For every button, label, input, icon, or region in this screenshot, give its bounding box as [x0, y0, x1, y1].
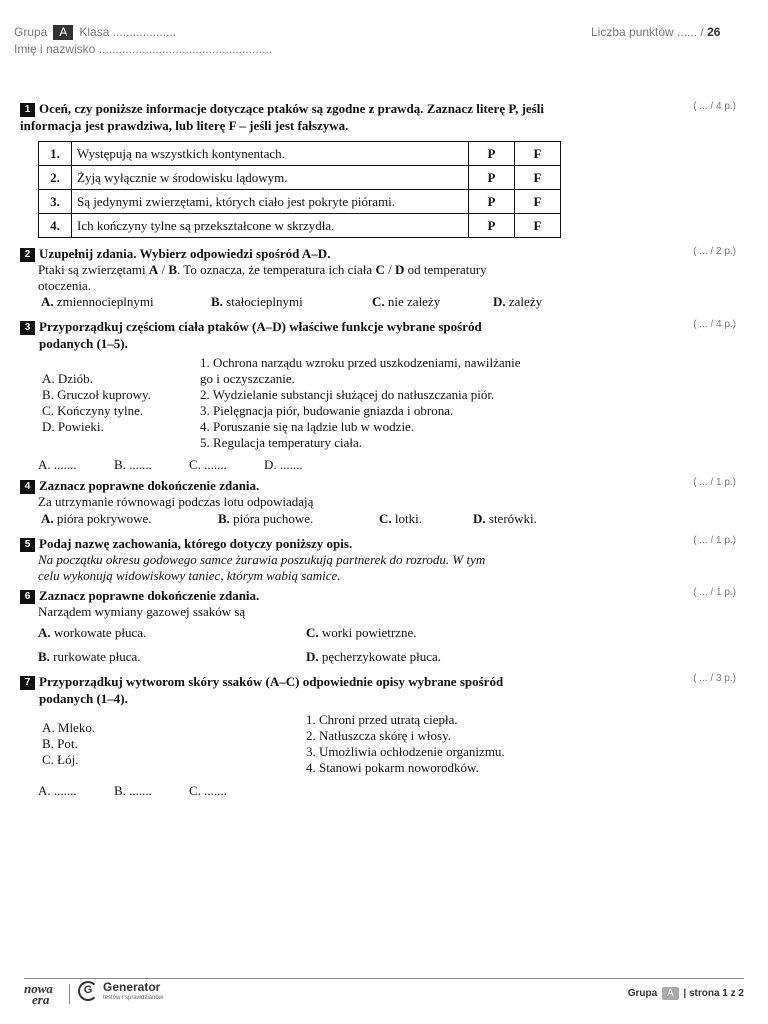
answer-b[interactable]: B. .......	[114, 783, 152, 798]
list-item: 1. Chroni przed utratą ciepła.	[306, 712, 458, 727]
list-item: D. Powieki.	[42, 419, 104, 434]
answer-c[interactable]: C. .......	[189, 783, 227, 798]
option-d[interactable]: D. pęcherzykowate płuca.	[306, 649, 441, 664]
option-a[interactable]: A. zmiennocieplnymi	[41, 294, 154, 309]
option-b[interactable]: B. pióra puchowe.	[218, 511, 314, 526]
name-label: Imię i nazwisko ....................................................	[14, 42, 273, 56]
question-3-left-list	[42, 371, 151, 435]
footer-divider	[24, 978, 744, 979]
question-5-points: ( ... / 1 p.)	[693, 535, 736, 546]
question-1-title: 1 Oceń, czy poniższe informacje dotyczące ptaków są zgodne z prawdą. Zaznacz literę P, jeśli informacja jest prawdziwa, lub literę F – jeśli jest fałszywa.	[20, 101, 544, 133]
question-number-7: 7	[20, 676, 35, 690]
group-badge: A	[53, 25, 73, 40]
answer-d[interactable]: D. .......	[264, 457, 303, 472]
generator-icon: G	[78, 981, 98, 1001]
table-row: 1. Występują na wszystkich kontynentach. P F	[39, 142, 561, 166]
option-c[interactable]: C. nie zależy	[372, 294, 441, 309]
option-a[interactable]: A. workowate płuca.	[38, 625, 147, 640]
question-number-4: 4	[20, 480, 35, 494]
generator-logo	[78, 981, 98, 1001]
list-item: 2. Wydzielanie substancji służącej do natłuszczania piór.	[200, 387, 495, 402]
list-item: B. Pot.	[42, 736, 78, 751]
list-item: 1. Ochrona narządu wzroku przed uszkodzeniami, nawilżanie	[200, 355, 521, 370]
option-c[interactable]: C. worki powietrzne.	[306, 625, 417, 640]
question-2-points: ( ... / 2 p.)	[693, 246, 736, 257]
option-f[interactable]: F	[515, 166, 561, 190]
option-c[interactable]: C. lotki.	[379, 511, 422, 526]
header-group: Grupa A Klasa ...................	[14, 25, 177, 39]
answer-a[interactable]: A. .......	[38, 457, 77, 472]
list-item: go i oczyszczanie.	[200, 371, 295, 386]
question-number-2: 2	[20, 248, 35, 262]
list-item: A. Dziób.	[42, 371, 93, 386]
question-number-6: 6	[20, 590, 35, 604]
question-2-sentence: Ptaki są zwierzętami A / B. To oznacza, że temperatura ich ciała C / D od temperatury otoczenia.	[38, 262, 487, 293]
page-indicator: Grupa A | strona 1 z 2	[627, 988, 744, 999]
list-item: 4. Stanowi pokarm noworodków.	[306, 760, 479, 775]
true-false-table	[38, 141, 561, 238]
answer-b[interactable]: B. .......	[114, 457, 152, 472]
table-row: 2. Żyją wyłącznie w środowisku lądowym. P F	[39, 166, 561, 190]
option-d[interactable]: D. sterówki.	[473, 511, 537, 526]
class-label: Klasa ...................	[79, 25, 177, 39]
question-number-3: 3	[20, 321, 35, 335]
list-item: C. Łój.	[42, 752, 79, 767]
points-total: 26	[707, 25, 721, 39]
generator-text: Generator testów i sprawdzianów	[103, 980, 164, 1001]
question-number-1: 1	[20, 103, 35, 117]
footer-separator	[69, 984, 70, 1004]
table-row: 4. Ich kończyny tylne są przekształcone w skrzydła. P F	[39, 214, 561, 238]
question-3-points: ( ... / 4 p.)	[693, 319, 736, 330]
footer-group-badge: A	[662, 987, 679, 1000]
list-item: C. Kończyny tylne.	[42, 403, 144, 418]
option-a[interactable]: A. pióra pokrywowe.	[41, 511, 152, 526]
option-d[interactable]: D. zależy	[493, 294, 543, 309]
question-7-points: ( ... / 3 p.)	[693, 673, 736, 684]
question-3-right-list	[200, 355, 570, 451]
points-label: Liczba punktów ...... / 26	[591, 25, 721, 39]
question-7-title: 7 Przyporządkuj wytworom skóry ssaków (A–C) odpowiednie opisy wybrane spośród podanych (1–4).	[20, 673, 580, 707]
option-p[interactable]: P	[469, 214, 515, 238]
question-6-title: 6 Zaznacz poprawne dokończenie zdania.	[20, 587, 259, 604]
question-4-title: 4 Zaznacz poprawne dokończenie zdania.	[20, 477, 259, 494]
answer-a[interactable]: A. .......	[38, 783, 77, 798]
list-item: 5. Regulacja temperatury ciała.	[200, 435, 363, 450]
option-p[interactable]: P	[469, 142, 515, 166]
option-p[interactable]: P	[469, 190, 515, 214]
option-f[interactable]: F	[515, 190, 561, 214]
question-4-stem: Za utrzymanie równowagi podczas lotu odpowiadają	[38, 494, 314, 509]
question-4-points: ( ... / 1 p.)	[693, 477, 736, 488]
question-2-title: 2 Uzupełnij zdania. Wybierz odpowiedzi spośród A–D.	[20, 245, 330, 262]
list-item: B. Gruczoł kuprowy.	[42, 387, 151, 402]
list-item: 2. Natłuszcza skórę i włosy.	[306, 728, 452, 743]
list-item: A. Mleko.	[42, 720, 96, 735]
question-5-title: 5 Podaj nazwę zachowania, którego dotyczy poniższy opis.	[20, 535, 352, 552]
option-b[interactable]: B. stałocieplnymi	[211, 294, 303, 309]
question-5-description: Na początku okresu godowego samce żurawia poszukują partnerek do rozrodu. W tym celu wykonują widowiskowy taniec, którym wabią samice.	[38, 552, 486, 583]
answer-c[interactable]: C. .......	[189, 457, 227, 472]
question-6-points: ( ... / 1 p.)	[693, 587, 736, 598]
list-item: 4. Poruszanie się na lądzie lub w wodzie.	[200, 419, 415, 434]
question-7-left-list	[42, 720, 95, 768]
option-p[interactable]: P	[469, 166, 515, 190]
list-item: 3. Pielęgnacja piór, budowanie gniazda i obrona.	[200, 403, 454, 418]
option-b[interactable]: B. rurkowate płuca.	[38, 649, 141, 664]
question-7-right-list	[306, 712, 566, 776]
question-number-5: 5	[20, 538, 35, 552]
nowa-era-logo: nowa era	[24, 981, 53, 1007]
question-6-stem: Narządem wymiany gazowej ssaków są	[38, 604, 246, 619]
list-item: 3. Umożliwia ochłodzenie organizmu.	[306, 744, 505, 759]
option-f[interactable]: F	[515, 214, 561, 238]
table-row: 3. Są jedynymi zwierzętami, których ciało jest pokryte piórami. P F	[39, 190, 561, 214]
option-f[interactable]: F	[515, 142, 561, 166]
question-1-points: ( ... / 4 p.)	[693, 101, 736, 112]
question-3-title: 3 Przyporządkuj częściom ciała ptaków (A–D) właściwe funkcje wybrane spośród podanych (1–5).	[20, 318, 580, 352]
